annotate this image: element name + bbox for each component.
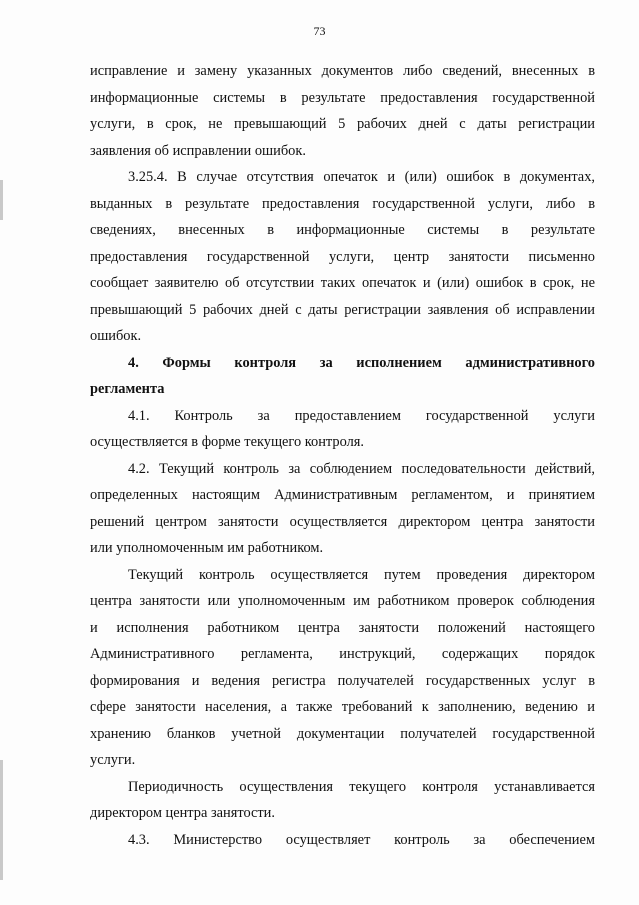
text-line: и исполнения работником центра занятости положений настоящего (90, 619, 595, 636)
text-line: выданных в результате предоставления государственной услуги, либо в (90, 195, 595, 212)
text-line: информационные системы в результате предоставления государственной (90, 89, 595, 106)
text-line: сообщает заявителю об отсутствии таких опечаток и (или) ошибок в срок, не (90, 275, 595, 291)
text-line: директором центра занятости. (90, 805, 275, 821)
text-line: превышающий 5 рабочих дней с даты регистрации заявления об исправлении (90, 301, 595, 318)
text-line: ошибок. (90, 328, 142, 344)
text-line: предоставления государственной услуги, центр занятости письменно (90, 248, 595, 265)
text-line: Периодичность осуществления текущего контроля устанавливается (128, 778, 595, 795)
text-line: сфере занятости населения, а также требований к заполнению, ведению и (90, 699, 595, 715)
text-line: 4.2. Текущий контроль за соблюдением последовательности действий, (128, 460, 595, 477)
heading-line: 4. Формы контроля за исполнением административного (128, 354, 595, 371)
paragraph-periodicity (90, 774, 595, 827)
text-line: определенных настоящим Административным регламентом, и принятием (90, 487, 595, 503)
text-line: Текущий контроль осуществляется путем проведения директором (128, 566, 595, 583)
text-line: или уполномоченным им работником. (90, 540, 324, 556)
document-body (90, 58, 595, 853)
text-line: осуществляется в форме текущего контроля. (90, 434, 364, 450)
text-line: услуги. (90, 752, 136, 768)
text-line: исправление и замену указанных документов либо сведений, внесенных в (90, 63, 595, 79)
text-line: центра занятости или уполномоченным им работником проверок соблюдения (90, 593, 595, 609)
text-line: услуги, в срок, не превышающий 5 рабочих дней с даты регистрации (90, 116, 595, 132)
text-line: заявления об исправлении ошибок. (90, 142, 306, 159)
text-line: 3.25.4. В случае отсутствия опечаток и (или) ошибок в документах, (128, 169, 595, 185)
text-line: формирования и ведения регистра получателей государственных услуг в (90, 672, 595, 689)
text-line: 4.1. Контроль за предоставлением государственной услуги (128, 407, 595, 424)
page-number: 73 (313, 24, 326, 38)
text-line: Административного регламента, инструкций, содержащих порядок (90, 646, 595, 662)
paragraph-current-control (90, 562, 595, 774)
paragraph-4-3 (90, 827, 595, 854)
paragraph-continuation (90, 58, 595, 164)
paragraph-3-25-4 (90, 164, 595, 350)
scan-edge-mark (0, 180, 3, 220)
section-heading (90, 350, 595, 403)
text-line: сведениях, внесенных в информационные системы в результате (90, 222, 595, 238)
text-line: хранению бланков учетной документации получателей государственной (90, 725, 595, 742)
paragraph-4-2 (90, 456, 595, 562)
text-line: решений центром занятости осуществляется директором центра занятости (90, 513, 595, 530)
scan-edge-mark (0, 760, 3, 880)
paragraph-4-1 (90, 403, 595, 456)
heading-line: регламента (90, 381, 165, 397)
text-line: 4.3. Министерство осуществляет контроль за обеспечением (128, 831, 595, 848)
